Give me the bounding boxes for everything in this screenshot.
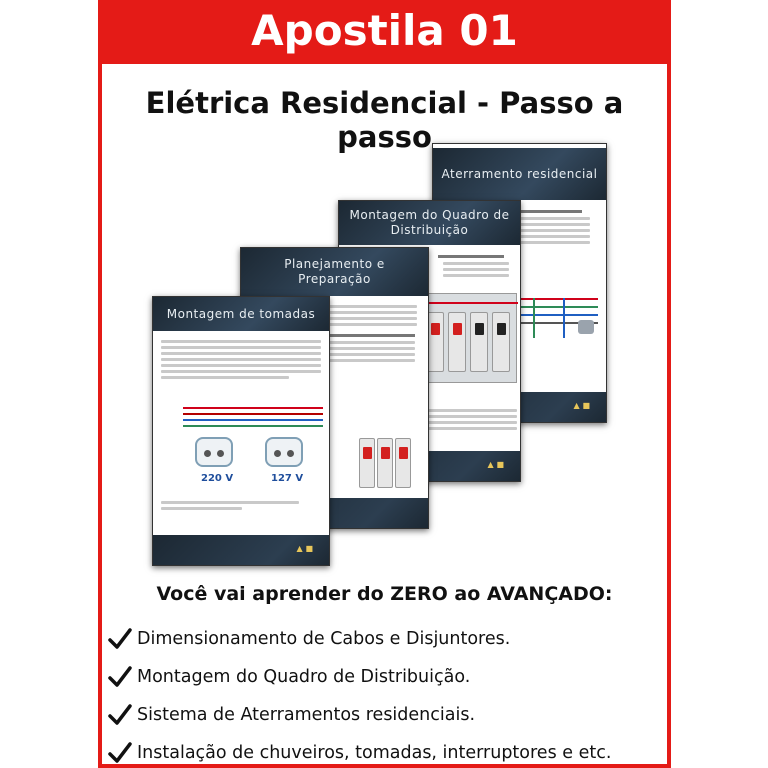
brand-logo-icon: ▲ ■ xyxy=(296,544,313,553)
feature-text: Instalação de chuveiros, tomadas, interruptores e etc. xyxy=(137,743,612,763)
socket-wiring-diagram xyxy=(173,407,323,487)
check-icon xyxy=(107,740,133,766)
feature-item xyxy=(107,696,667,734)
brand-logo-icon: ▲ ■ xyxy=(573,401,590,410)
learn-heading: Você vai aprender do ZERO ao AVANÇADO: xyxy=(156,583,613,605)
check-icon xyxy=(107,664,133,690)
distribution-board-illustration xyxy=(419,293,517,383)
cover-subtitle: Elétrica Residencial - Passo a passo xyxy=(145,86,624,154)
cover-title: Apostila 01 xyxy=(98,0,671,64)
feature-item xyxy=(107,734,667,768)
check-icon xyxy=(107,702,133,728)
voltage-label-127: 127 V xyxy=(271,473,304,484)
check-icon xyxy=(107,626,133,652)
page-title: Planejamento e Preparação xyxy=(241,248,428,296)
feature-item xyxy=(107,658,667,696)
feature-text: Dimensionamento de Cabos e Disjuntores. xyxy=(137,629,511,649)
page-title: Montagem do Quadro de Distribuição xyxy=(339,201,520,245)
feature-text: Sistema de Aterramentos residenciais. xyxy=(137,705,476,725)
feature-item xyxy=(107,620,667,658)
feature-text: Montagem do Quadro de Distribuição. xyxy=(137,667,471,687)
socket-icon xyxy=(265,437,303,467)
page-title: Montagem de tomadas xyxy=(153,297,329,331)
grounding-diagram xyxy=(513,294,598,344)
voltage-label-220: 220 V xyxy=(201,473,234,484)
page-footer xyxy=(153,535,329,565)
socket-icon xyxy=(195,437,233,467)
breaker-illustration xyxy=(359,438,415,493)
feature-list xyxy=(107,620,667,768)
preview-page-tomadas xyxy=(152,296,330,566)
page-body xyxy=(153,331,329,388)
brand-logo-icon: ▲ ■ xyxy=(487,460,504,469)
page-title: Aterramento residencial xyxy=(433,148,606,200)
